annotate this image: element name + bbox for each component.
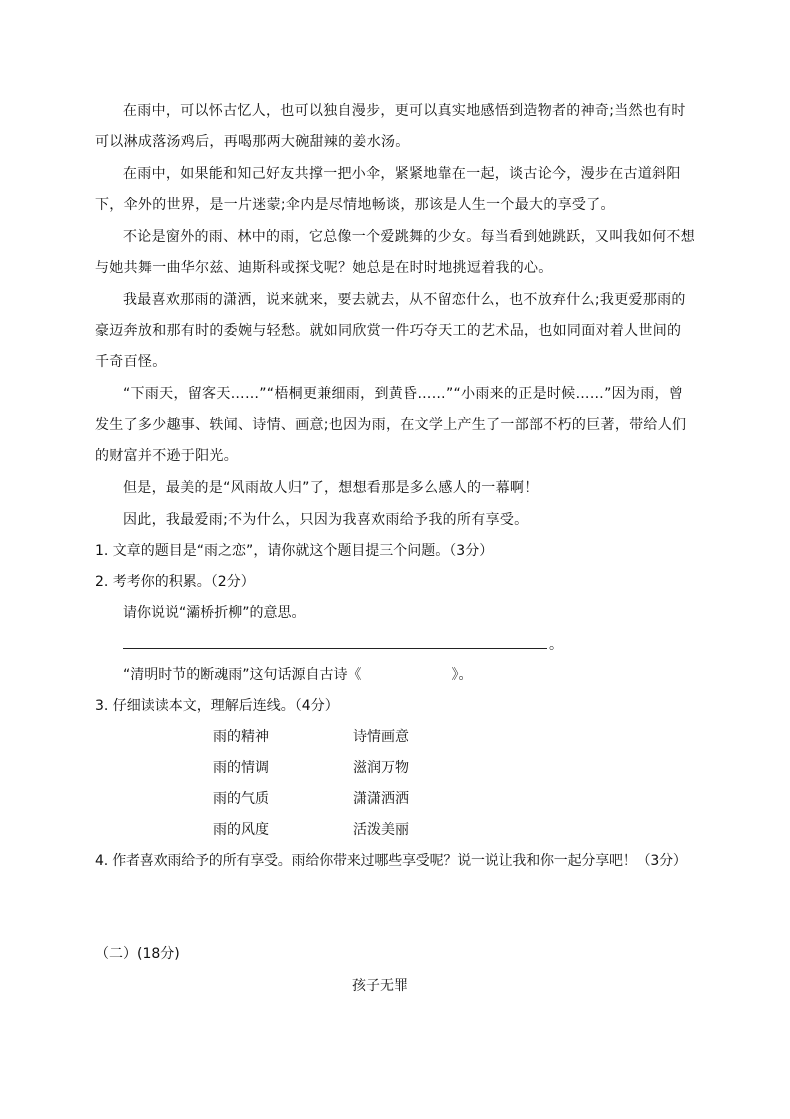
paragraph-4: 我最喜欢那雨的潇洒，说来就来，要去就去，从不留恋什么，也不放弃什么;我更爱那雨的豪迈奔放和那有时的委婉与轻愁。就如同欣赏一件巧夺天工的艺术品，也如同面对着人世间的千奇百怪。 [95, 292, 686, 370]
question-2b-suffix: 》。 [451, 667, 473, 683]
answer-line-row [123, 634, 563, 655]
match-left-item[interactable]: 雨的风度 [213, 822, 269, 838]
question-2: 2. 考考你的积累。（2分） [95, 574, 255, 590]
question-1: 1. 文章的题目是“雨之恋”，请你就这个题目提三个问题。（3分） [95, 543, 494, 559]
paragraph-7: 因此，我最爱雨;不为什么，只因为我喜欢雨给予我的所有享受。 [123, 512, 529, 528]
match-right-item[interactable]: 诗情画意 [353, 729, 409, 745]
answer-line-period: 。 [549, 637, 563, 653]
paragraph-6: 但是，最美的是“风雨故人归”了，想想看那是多么感人的一幕啊！ [123, 480, 539, 496]
match-left-item[interactable]: 雨的气质 [213, 791, 269, 807]
match-right-item[interactable]: 潇潇洒洒 [353, 791, 409, 807]
question-2b-prefix: “清明时节的断魂雨”这句话源自古诗《 [123, 667, 362, 683]
paragraph-1: 在雨中，可以怀古忆人，也可以独自漫步，更可以真实地感悟到造物者的神奇;当然也有时可以淋成落汤鸡后，再喝那两大碗甜辣的姜水汤。 [95, 103, 686, 150]
question-3: 3. 仔细读读本文，理解后连线。（4分） [95, 698, 339, 714]
match-left-item[interactable]: 雨的精神 [213, 729, 269, 745]
section-2-title: 孩子无罪 [352, 978, 408, 994]
match-right-item[interactable]: 活泼美丽 [353, 822, 409, 838]
question-2b [123, 665, 473, 685]
question-4: 4. 作者喜欢雨给予的所有享受。雨给你带来过哪些享受呢？说一说让我和你一起分享吧！（3分） [95, 853, 687, 869]
answer-blank-line[interactable] [123, 634, 547, 649]
match-left-item[interactable]: 雨的情调 [213, 760, 269, 776]
paragraph-2: 在雨中，如果能和知己好友共撑一把小伞，紧紧地靠在一起，谈古论今，漫步在古道斜阳下，伞外的世界，是一片迷蒙;伞内是尽情地畅谈，那该是人生一个最大的享受了。 [95, 166, 681, 213]
paragraph-3: 不论是窗外的雨、林中的雨，它总像一个爱跳舞的少女。每当看到她跳跃，又叫我如何不想与她共舞一曲华尔兹、迪斯科或探戈呢？她总是在时时地挑逗着我的心。 [95, 229, 695, 276]
paragraph-5: “下雨天，留客天……”“梧桐更兼细雨，到黄昏……”“小雨来的正是时候……”因为雨，曾发生了多少趣事、轶闻、诗情、画意;也因为雨，在文学上产生了一部部不朽的巨著，带给人们的财富并不逊于阳光。 [95, 386, 687, 464]
question-2a: 请你说说“灞桥折柳”的意思。 [123, 605, 306, 621]
match-right-item[interactable]: 滋润万物 [353, 760, 409, 776]
section-2-header: （二）(18分) [95, 946, 180, 962]
